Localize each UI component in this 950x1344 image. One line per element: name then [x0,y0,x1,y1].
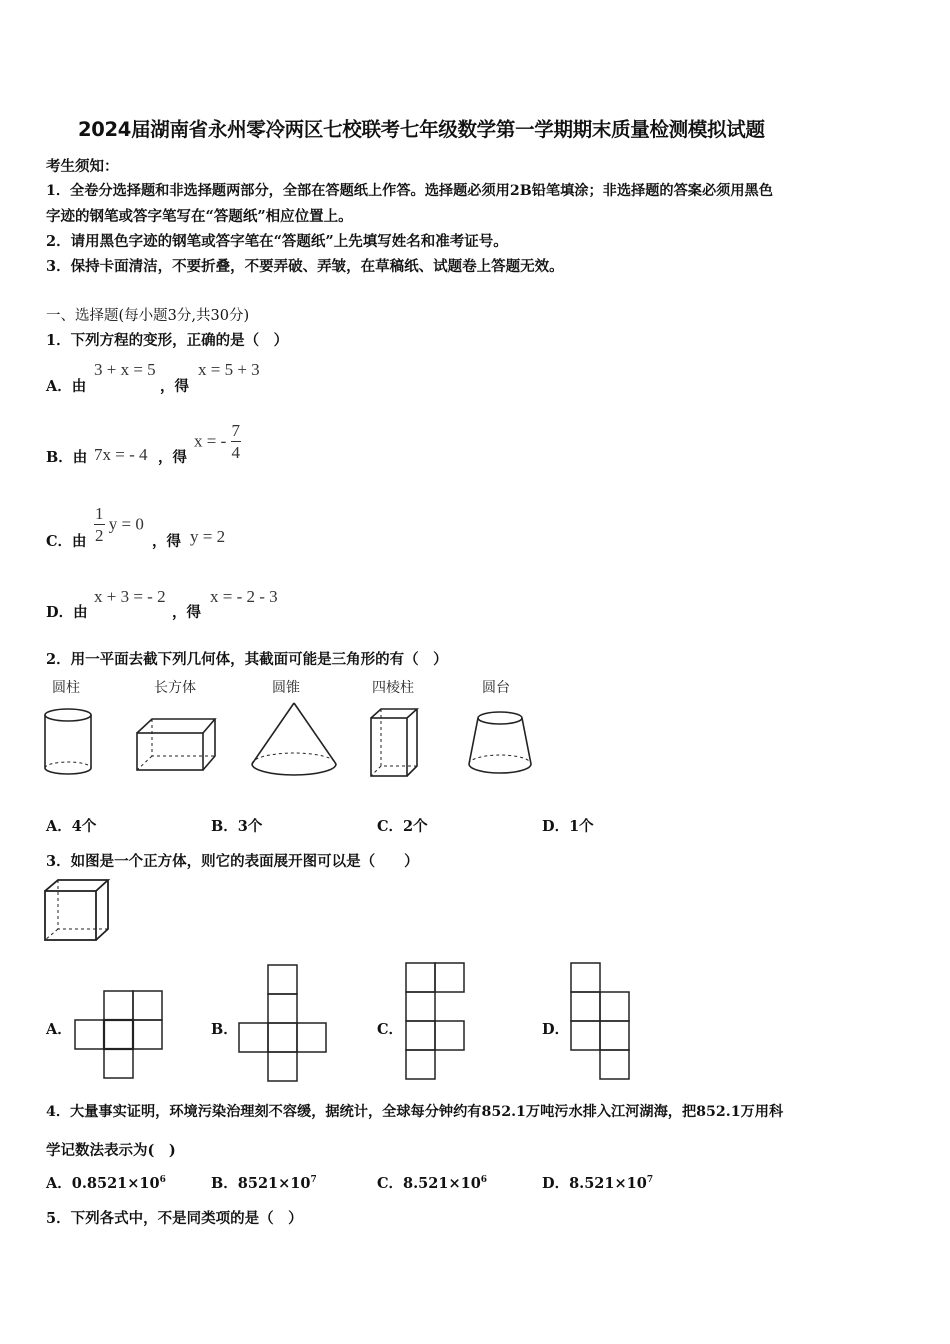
q1-option-a-sep: ，得 [160,378,189,395]
q1-option-d-sep: ，得 [172,604,201,621]
q1-option-b-label: B．由 [46,449,88,466]
q4-stem-line-2: 学记数法表示为( ) [46,1142,176,1159]
q1-option-c-sep: ，得 [152,533,181,550]
shape-label-prism: 四棱柱 [372,680,414,696]
notice-item-1-line-1: 1．全卷分选择题和非选择题两部分，全部在答题纸上作答。选择题必须用2B铅笔填涂；非选择题的答案必须用黑色 [46,183,773,199]
q3-option-b[interactable]: B． [211,1021,238,1038]
net-a-figure [74,990,164,1082]
q1-option-b-equation-2 [194,422,241,461]
q1-option-b-sep: ，得 [158,449,187,466]
q2-stem: 2．用一平面去截下列几何体，其截面可能是三角形的有（ ） [46,651,448,668]
q4-option-a-base: 0.8521×10 [71,1175,160,1192]
shape-label-frustum: 圆台 [482,680,510,696]
notice-item-1-line-2: 字迹的钢笔或答字笔写在“答题纸”相应位置上。 [46,208,353,225]
q1-option-a-equation-2: x = 5 + 3 [198,360,260,379]
q1-option-b-equation-2-lhs: x = - [194,431,227,451]
q1-option-a-equation-1: 3 + x = 5 [94,360,156,379]
q4-option-b-label: B． [211,1175,238,1192]
q2-option-c[interactable]: C．2个 [377,818,428,835]
q1-option-a-label: A．由 [46,378,87,395]
q1-option-b-fraction-denominator: 4 [231,443,240,462]
q1-option-b-fraction [231,422,242,461]
q4-option-a-label: A． [46,1175,72,1192]
q4-option-d-base: 8.521×10 [569,1175,647,1192]
q4-option-a[interactable] [46,1172,166,1193]
section-heading: 一、选择题(每小题3分,共30分) [46,308,250,324]
net-c-figure [405,962,467,1082]
q1-option-d-equation-2: x = - 2 - 3 [210,587,278,606]
q3-option-d[interactable]: D． [542,1021,570,1038]
cube-figure [42,877,114,945]
q1-option-d-equation-1: x + 3 = - 2 [94,587,166,606]
q2-option-d[interactable]: D．1个 [542,818,594,835]
prism-figure [368,706,422,780]
q1-stem: 1．下列方程的变形，正确的是（ ） [46,332,289,349]
q2-option-b[interactable]: B．3个 [211,818,263,835]
page-title: 2024届湖南省永州零冷两区七校联考七年级数学第一学期期末质量检测模拟试题 [78,118,765,141]
q4-option-c-label: C． [377,1175,404,1192]
q4-option-d-label: D． [542,1175,570,1192]
frustum-figure [466,708,534,778]
net-d-figure [570,962,632,1082]
notice-item-2: 2．请用黑色字迹的钢笔或答字笔在“答题纸”上先填写姓名和准考证号。 [46,233,508,250]
q1-option-c-equation-2: y = 2 [190,527,226,546]
cone-figure [248,700,342,780]
q5-stem: 5．下列各式中，不是同类项的是（ ） [46,1210,303,1227]
q4-option-c-exponent: 6 [480,1175,488,1186]
q4-option-d-exponent: 7 [646,1175,654,1186]
notice-heading: 考生须知： [46,158,119,175]
q3-option-c[interactable]: C． [377,1021,404,1038]
q1-option-c-equation-1 [94,505,144,544]
q1-option-c-label: C．由 [46,533,87,550]
q1-option-c-fraction [94,505,105,544]
q4-option-b-exponent: 7 [310,1175,317,1186]
shape-label-cone: 圆锥 [272,680,300,696]
q1-option-c-fraction-numerator: 1 [95,504,104,523]
notice-item-3: 3．保持卡面清洁，不要折叠，不要弄破、弄皱，在草稿纸、试题卷上答题无效。 [46,258,564,275]
q4-option-b[interactable] [211,1172,317,1193]
cuboid-figure [134,716,218,774]
q4-option-b-base: 8521×10 [237,1175,311,1192]
q1-option-b-equation-1: 7x = - 4 [94,445,148,464]
q4-option-d[interactable] [542,1172,653,1193]
q4-option-c-base: 8.521×10 [403,1175,481,1192]
shape-label-cuboid: 长方体 [154,680,196,696]
q1-option-c-fraction-denominator: 2 [95,526,104,545]
q3-option-a[interactable]: A． [46,1021,72,1038]
q3-stem: 3．如图是一个正方体，则它的表面展开图可以是（ ） [46,853,419,870]
q1-option-b-fraction-numerator: 7 [231,421,240,440]
q1-option-c-equation-1-rest: y = 0 [108,514,144,534]
q4-option-c[interactable] [377,1172,487,1193]
net-b-figure [238,964,328,1082]
q2-option-a[interactable]: A．4个 [46,818,97,835]
shape-label-cylinder: 圆柱 [52,680,80,696]
q4-option-a-exponent: 6 [159,1175,166,1186]
q4-stem-line-1: 4．大量事实证明，环境污染治理刻不容缓，据统计，全球每分钟约有852.1万吨污水排入江河湖海，把852.1万用科 [46,1104,784,1120]
cylinder-figure [40,706,100,778]
q1-option-d-label: D．由 [46,604,88,621]
